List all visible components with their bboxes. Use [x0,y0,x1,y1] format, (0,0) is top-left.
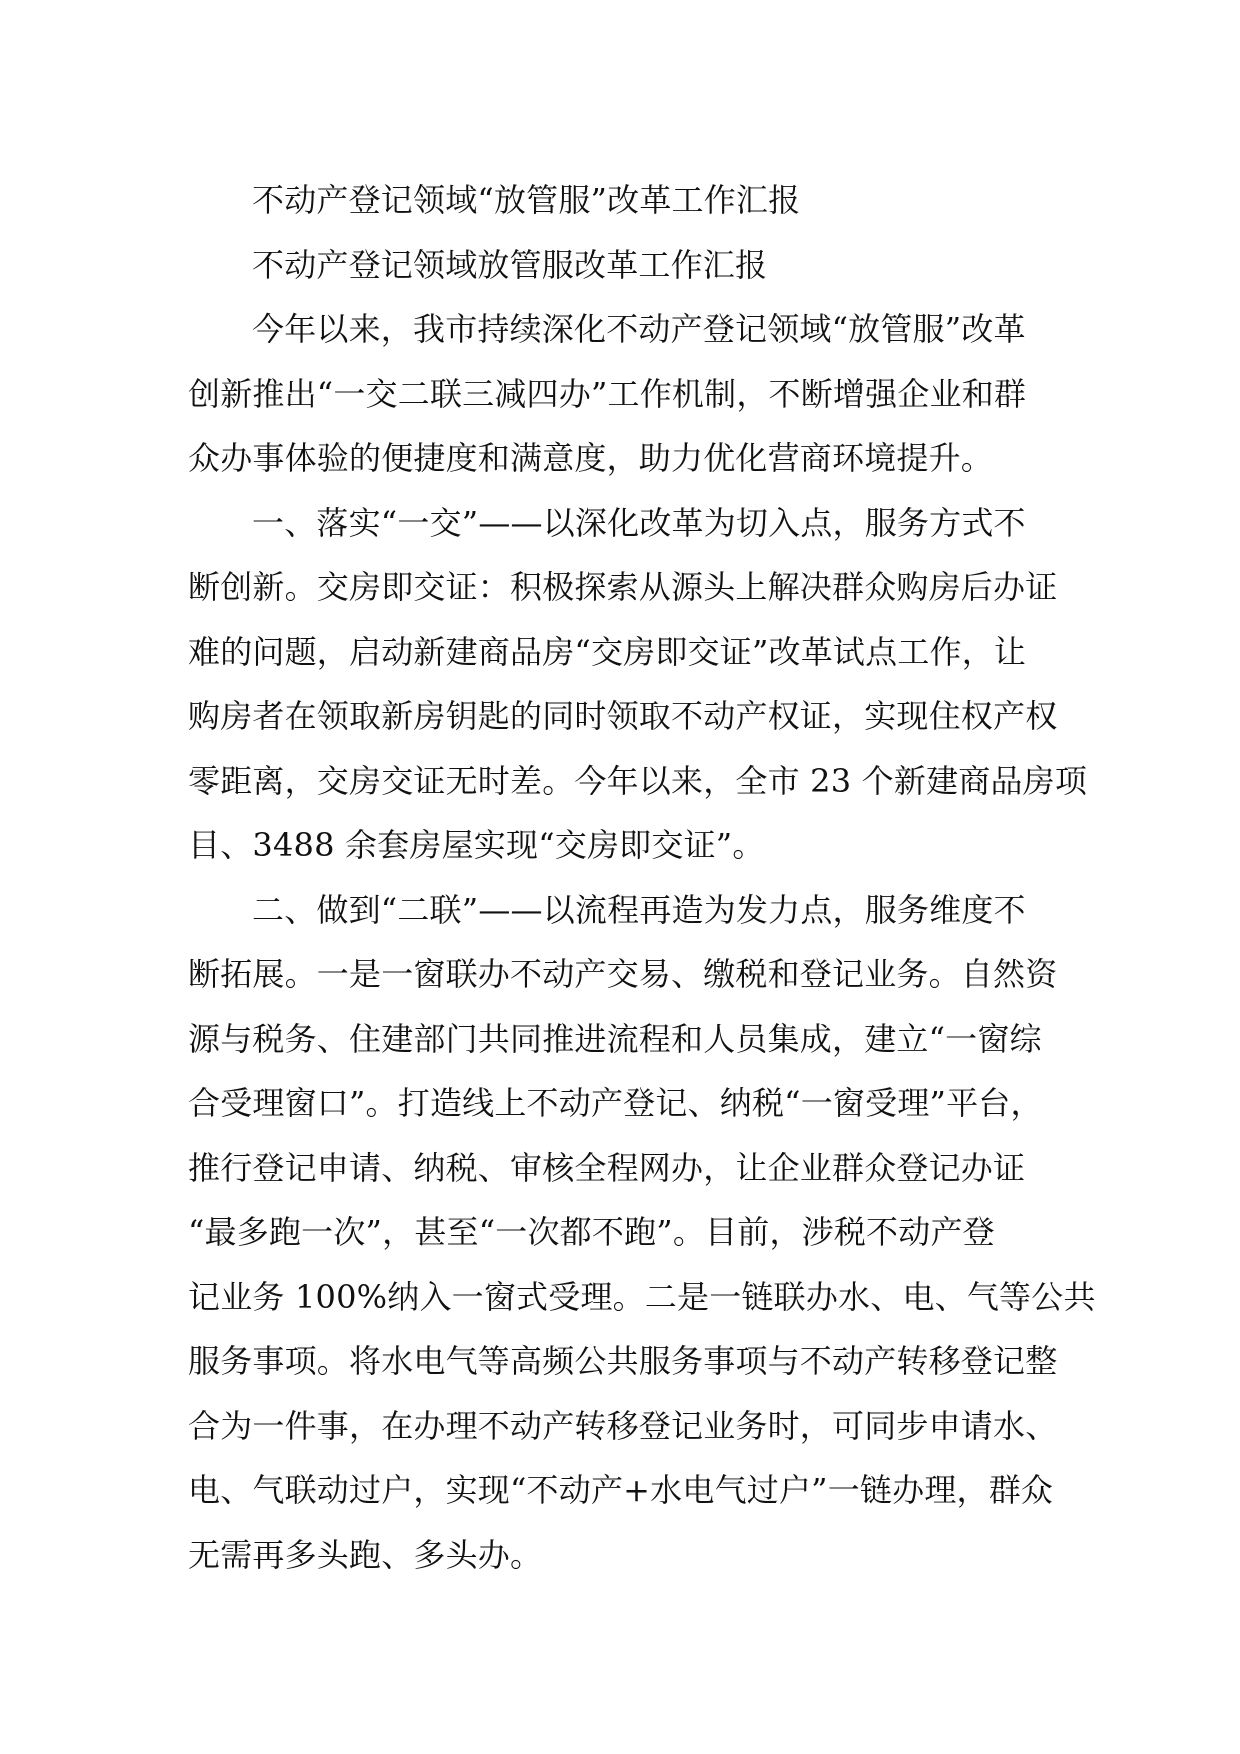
section-one-line: 断创新。交房即交证：积极探索从源头上解决群众购房后办证 [188,568,1058,606]
section-two-line: 合为一件事，在办理不动产转移登记业务时，可同步申请水、 [188,1406,1058,1445]
paragraph-intro-line: 创新推出“一交二联三减四办”工作机制，不断增强企业和群 [188,374,1027,413]
section-two-line: 断拓展。一是一窗联办不动产交易、缴税和登记业务。自然资 [188,955,1058,993]
paragraph-intro-line: 众办事体验的便捷度和满意度，助力优化营商环境提升。 [188,439,994,477]
section-two-line: 合受理窗口”。打造线上不动产登记、纳税“一窗受理”平台， [188,1084,1043,1122]
section-one-line: 购房者在领取新房钥匙的同时领取不动产权证，实现住权产权 [188,697,1058,735]
section-one-line: 难的问题，启动新建商品房“交房即交证”改革试点工作，让 [188,632,1027,671]
section-two-line: 推行登记申请、纳税、审核全程网办，让企业群众登记办证 [188,1148,1026,1187]
document-subtitle: 不动产登记领域放管服改革工作汇报 [252,245,768,284]
section-two-line: 记业务 100%纳入一窗式受理。二是一链联办水、电、气等公共 [188,1277,1096,1316]
section-two-line: 电、气联动过户，实现“不动产+水电气过户”一链办理，群众 [188,1471,1054,1509]
section-two-line: “最多跑一次”，甚至“一次都不跑”。目前，涉税不动产登 [188,1213,995,1251]
document-title: 不动产登记领域“放管服”改革工作汇报 [252,181,801,219]
paragraph-intro-line: 今年以来，我市持续深化不动产登记领域“放管服”改革 [252,310,1026,348]
section-two-line: 二、做到“二联”——以流程再造为发力点，服务维度不 [252,890,1026,929]
section-one-line: 目、3488 余套房屋实现“交房即交证”。 [188,826,765,864]
section-one-line: 一、落实“一交”——以深化改革为切入点，服务方式不 [252,503,1026,542]
section-two-line: 源与税务、住建部门共同推进流程和人员集成，建立“一窗综 [188,1019,1042,1058]
section-two-line: 无需再多头跑、多头办。 [188,1535,543,1574]
section-one-line: 零距离，交房交证无时差。今年以来，全市 23 个新建商品房项 [188,761,1088,800]
section-two-line: 服务事项。将水电气等高频公共服务事项与不动产转移登记整 [188,1342,1058,1380]
document-body [188,168,1096,1587]
